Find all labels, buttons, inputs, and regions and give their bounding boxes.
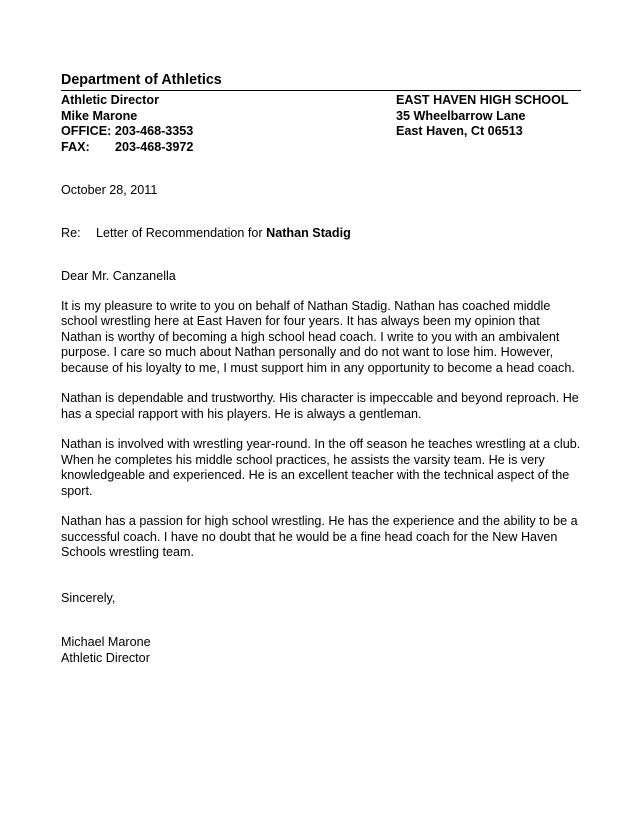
re-label: Re: bbox=[61, 225, 81, 240]
letterhead bbox=[61, 93, 581, 155]
school-street: 35 Wheelbarrow Lane bbox=[396, 108, 526, 123]
letterhead-right bbox=[396, 93, 581, 155]
re-line bbox=[61, 226, 581, 242]
letterhead-left bbox=[61, 93, 391, 155]
body-paragraph-3: Nathan is involved with wrestling year-round. In the off season he teaches wrestling at a club. When he completes his middle school practices, he assists the varsity team. He is very knowledgeable and experienced. He is an excellent teacher with the technical aspect of the sport. bbox=[61, 437, 581, 498]
signature-title: Athletic Director bbox=[61, 650, 150, 665]
letter-page bbox=[61, 72, 581, 666]
closing: Sincerely, bbox=[61, 590, 116, 605]
sender-name: Mike Marone bbox=[61, 108, 138, 123]
salutation: Dear Mr. Canzanella bbox=[61, 269, 176, 283]
letter-date: October 28, 2011 bbox=[61, 183, 158, 197]
signature-name: Michael Marone bbox=[61, 635, 151, 649]
letter-body bbox=[61, 299, 581, 561]
fax-number: 203-468-3972 bbox=[115, 139, 194, 154]
re-candidate-name: Nathan Stadig bbox=[266, 225, 351, 240]
fax-row bbox=[61, 140, 391, 156]
signature-block bbox=[61, 635, 581, 666]
department-title: Department of Athletics bbox=[61, 72, 581, 91]
re-subject: Letter of Recommendation for bbox=[96, 225, 267, 240]
office-phone: OFFICE: 203-468-3353 bbox=[61, 124, 194, 138]
school-city: East Haven, Ct 06513 bbox=[396, 124, 523, 138]
body-paragraph-1: It is my pleasure to write to you on behalf of Nathan Stadig. Nathan has coached middle school wrestling here at East Haven for four years. It has always been my opinion that Nathan is worthy of becoming a high school head coach. I write to you with an ambivalent purpose. I care so much about Nathan personally and do not want to lose him. However, because of his loyalty to me, I must support him in any opportunity to become a head coach. bbox=[61, 298, 575, 375]
re-subject-wrap bbox=[96, 226, 351, 242]
school-name: EAST HAVEN HIGH SCHOOL bbox=[396, 93, 569, 107]
body-paragraph-4: Nathan has a passion for high school wrestling. He has the experience and the ability to be a successful coach. I have no doubt that he would be a fine head coach for the New Haven Schools wrestling team. bbox=[61, 514, 578, 559]
sender-title: Athletic Director bbox=[61, 93, 159, 107]
fax-label: FAX: bbox=[61, 139, 90, 154]
body-paragraph-2: Nathan is dependable and trustworthy. His character is impeccable and beyond reproach. He has a special rapport with his players. He is always a gentleman. bbox=[61, 391, 579, 421]
